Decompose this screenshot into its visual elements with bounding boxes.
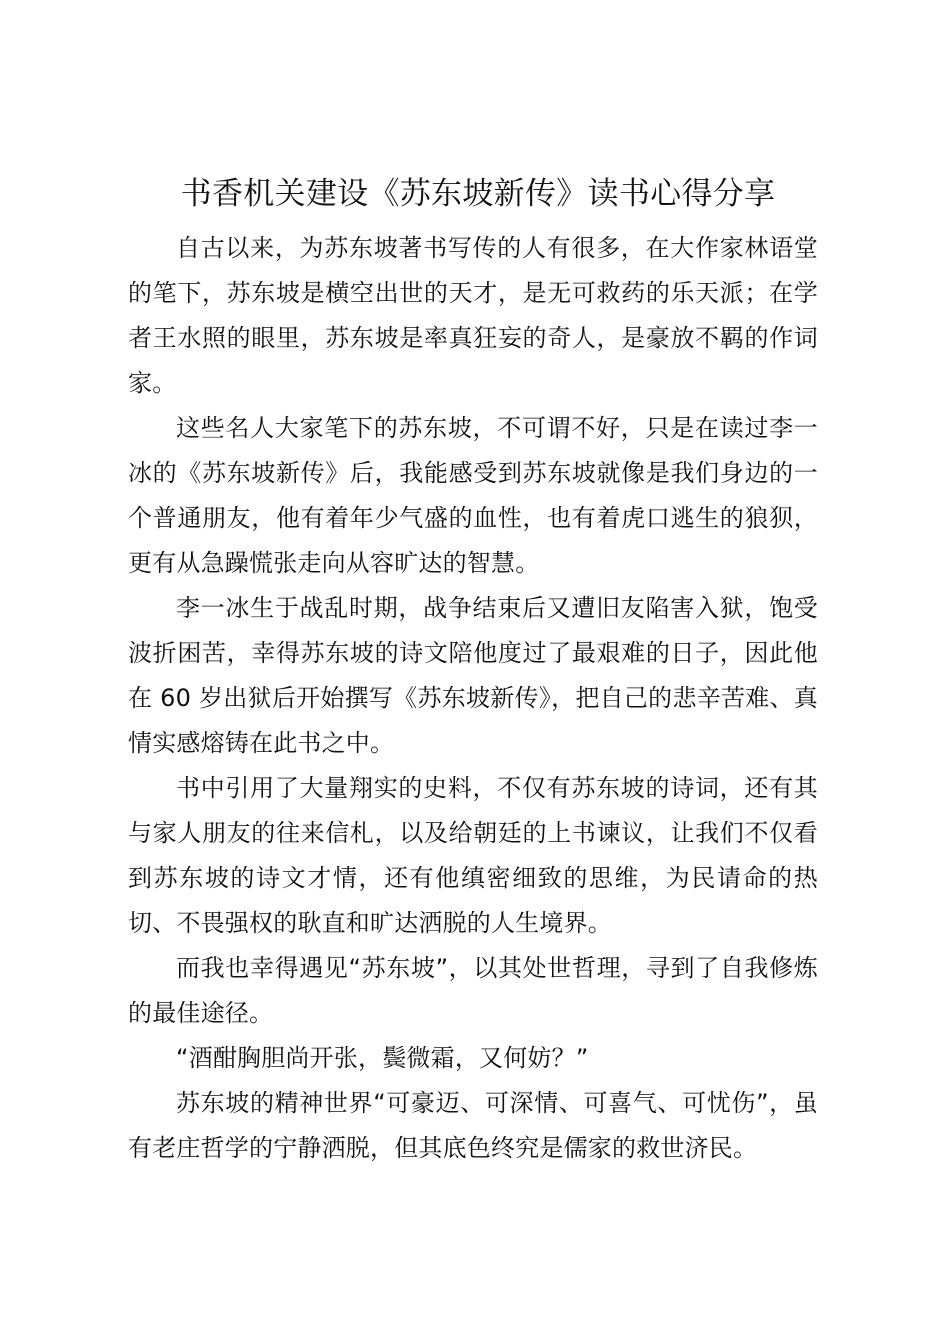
document-title: 书香机关建设《苏东坡新传》读书心得分享 (180, 176, 776, 212)
paragraph-6-quote: “酒酣胸胆尚开张，鬓微霜，又何妨？” (176, 1044, 589, 1072)
paragraph-7: 苏东坡的精神世界“可豪迈、可深情、可喜气、可忧伤”，虽有老庄哲学的宁静洒脱，但其底色终究是儒家的救世济民。 (128, 1089, 818, 1162)
paragraph-1: 自古以来，为苏东坡著书写传的人有很多，在大作家林语堂的笔下，苏东坡是横空出世的天才，是无可救药的乐天派；在学者王水照的眼里，苏东坡是率真狂妄的奇人，是豪放不羁的作词家。 (128, 234, 818, 397)
paragraph-2: 这些名人大家笔下的苏东坡，不可谓不好，只是在读过李一冰的《苏东坡新传》后，我能感受到苏东坡就像是我们身边的一个普通朋友，他有着年少气盛的血性，也有着虎口逃生的狼狈，更有从急躁慌张走向从容旷达的智慧。 (128, 414, 818, 577)
paragraph-3: 李一冰生于战乱时期，战争结束后又遭旧友陷害入狱，饱受波折困苦，幸得苏东坡的诗文陪他度过了最艰难的日子，因此他在 60 岁出狱后开始撰写《苏东坡新传》，把自己的悲辛苦难、真情实感熔铸在此书之中。 (128, 594, 818, 757)
paragraph-4: 书中引用了大量翔实的史料，不仅有苏东坡的诗词，还有其与家人朋友的往来信札，以及给朝廷的上书谏议，让我们不仅看到苏东坡的诗文才情，还有他缜密细致的思维，为民请命的热切、不畏强权的耿直和旷达洒脱的人生境界。 (128, 774, 818, 937)
paragraph-5: 而我也幸得遇见“苏东坡”，以其处世哲理，寻到了自我修炼的最佳途径。 (128, 954, 818, 1027)
document-body (128, 226, 818, 1171)
